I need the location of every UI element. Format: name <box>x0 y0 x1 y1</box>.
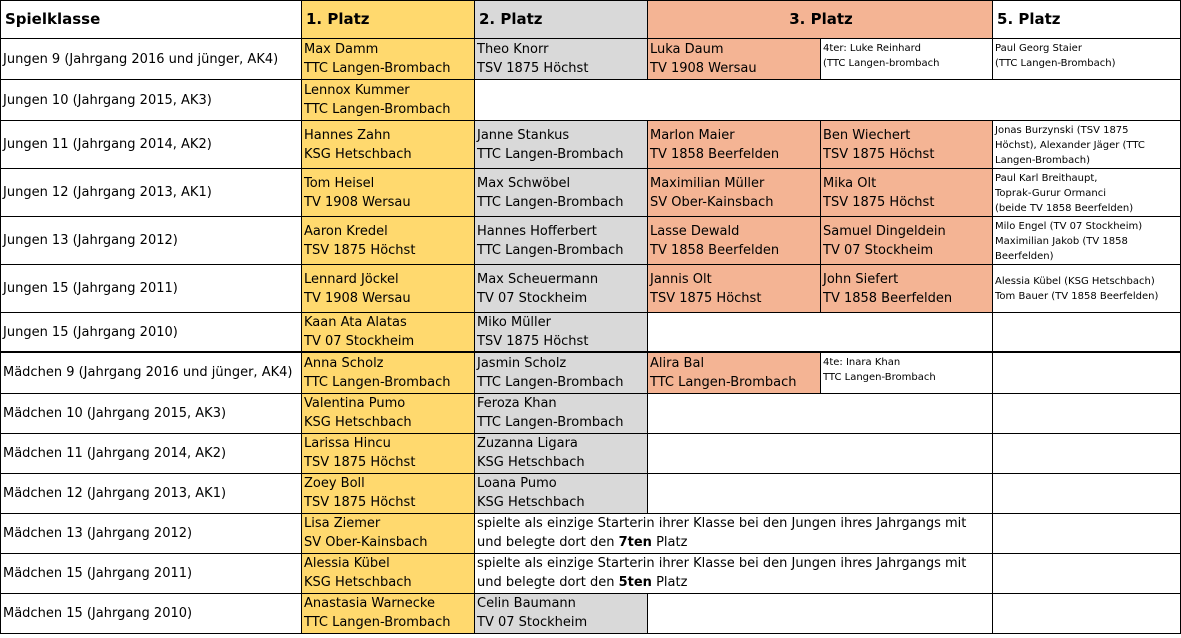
empty-cell <box>993 433 1181 473</box>
platz2-cell: Celin Baumann TV 07 Stockheim <box>475 593 648 633</box>
empty-cell <box>475 80 1181 121</box>
platz4-cell: 4te: Inara Khan TTC Langen-Brombach <box>821 352 993 393</box>
header-platz3: 3. Platz <box>648 1 993 39</box>
empty-cell <box>648 433 993 473</box>
platz1-cell: Aaron Kredel TSV 1875 Höchst <box>302 217 475 265</box>
platz1-cell: Lisa Ziemer SV Ober-Kainsbach <box>302 513 475 553</box>
platz1-cell: Lennox Kummer TTC Langen-Brombach <box>302 80 475 121</box>
klasse-cell: Mädchen 15 (Jahrgang 2010) <box>1 593 302 633</box>
table-row <box>1 265 1181 313</box>
empty-cell <box>648 593 993 633</box>
note-cell: spielte als einzige Starterin ihrer Klasse bei den Jungen ihres Jahrgangs mit und belegte dort den 7ten Platz <box>475 513 993 553</box>
table-row <box>1 169 1181 217</box>
klasse-cell: Jungen 15 (Jahrgang 2010) <box>1 313 302 353</box>
empty-cell <box>993 393 1181 433</box>
table-row <box>1 553 1181 593</box>
klasse-cell: Mädchen 13 (Jahrgang 2012) <box>1 513 302 553</box>
platz3a-cell: Alira Bal TTC Langen-Brombach <box>648 352 821 393</box>
table-row <box>1 473 1181 513</box>
header-platz2: 2. Platz <box>475 1 648 39</box>
platz3a-cell: Marlon Maier TV 1858 Beerfelden <box>648 121 821 169</box>
klasse-cell: Jungen 11 (Jahrgang 2014, AK2) <box>1 121 302 169</box>
platz1-cell: Anastasia Warnecke TTC Langen-Brombach <box>302 593 475 633</box>
table-row <box>1 80 1181 121</box>
klasse-cell: Jungen 13 (Jahrgang 2012) <box>1 217 302 265</box>
platz3b-cell: Samuel Dingeldein TV 07 Stockheim <box>821 217 993 265</box>
platz4-cell: 4ter: Luke Reinhard (TTC Langen-brombach <box>821 39 993 80</box>
platz1-cell: Zoey Boll TSV 1875 Höchst <box>302 473 475 513</box>
empty-cell <box>993 513 1181 553</box>
platz1-cell: Lennard Jöckel TV 1908 Wersau <box>302 265 475 313</box>
platz3b-cell: Mika Olt TSV 1875 Höchst <box>821 169 993 217</box>
platz3b-cell: Ben Wiechert TSV 1875 Höchst <box>821 121 993 169</box>
platz2-cell: Max Schwöbel TTC Langen-Brombach <box>475 169 648 217</box>
platz2-cell: Feroza Khan TTC Langen-Brombach <box>475 393 648 433</box>
klasse-cell: Mädchen 10 (Jahrgang 2015, AK3) <box>1 393 302 433</box>
empty-cell <box>648 473 993 513</box>
platz5-cell: Alessia Kübel (KSG Hetschbach) Tom Bauer (TV 1858 Beerfelden) <box>993 265 1181 313</box>
empty-cell <box>993 313 1181 353</box>
table-row <box>1 313 1181 353</box>
platz1-cell: Hannes Zahn KSG Hetschbach <box>302 121 475 169</box>
klasse-cell: Jungen 15 (Jahrgang 2011) <box>1 265 302 313</box>
note-cell: spielte als einzige Starterin ihrer Klasse bei den Jungen ihres Jahrgangs mit und belegte dort den 5ten Platz <box>475 553 993 593</box>
platz1-cell: Alessia Kübel KSG Hetschbach <box>302 553 475 593</box>
table-row <box>1 217 1181 265</box>
empty-cell <box>993 593 1181 633</box>
platz3a-cell: Lasse Dewald TV 1858 Beerfelden <box>648 217 821 265</box>
header-platz5: 5. Platz <box>993 1 1181 39</box>
table-row <box>1 39 1181 80</box>
empty-cell <box>993 553 1181 593</box>
platz2-cell: Hannes Hofferbert TTC Langen-Brombach <box>475 217 648 265</box>
platz1-cell: Tom Heisel TV 1908 Wersau <box>302 169 475 217</box>
klasse-cell: Jungen 12 (Jahrgang 2013, AK1) <box>1 169 302 217</box>
platz1-cell: Larissa Hincu TSV 1875 Höchst <box>302 433 475 473</box>
klasse-cell: Mädchen 15 (Jahrgang 2011) <box>1 553 302 593</box>
header-row <box>1 1 1181 39</box>
platz5-cell: Paul Karl Breithaupt, Toprak-Gurur Ormanci (beide TV 1858 Beerfelden) <box>993 169 1181 217</box>
platz5-cell: Jonas Burzynski (TSV 1875 Höchst), Alexander Jäger (TTC Langen-Brombach) <box>993 121 1181 169</box>
platz2-cell: Jasmin Scholz TTC Langen-Brombach <box>475 352 648 393</box>
platz3b-cell: John Siefert TV 1858 Beerfelden <box>821 265 993 313</box>
platz2-cell: Theo Knorr TSV 1875 Höchst <box>475 39 648 80</box>
platz3a-cell: Maximilian Müller SV Ober-Kainsbach <box>648 169 821 217</box>
klasse-cell: Jungen 9 (Jahrgang 2016 und jünger, AK4) <box>1 39 302 80</box>
empty-cell <box>993 352 1181 393</box>
table-row <box>1 593 1181 633</box>
platz2-cell: Loana Pumo KSG Hetschbach <box>475 473 648 513</box>
platz1-cell: Kaan Ata Alatas TV 07 Stockheim <box>302 313 475 353</box>
platz1-cell: Anna Scholz TTC Langen-Brombach <box>302 352 475 393</box>
platz1-cell: Max Damm TTC Langen-Brombach <box>302 39 475 80</box>
header-platz1: 1. Platz <box>302 1 475 39</box>
table-row <box>1 513 1181 553</box>
platz3a-cell: Jannis Olt TSV 1875 Höchst <box>648 265 821 313</box>
platz5-cell: Paul Georg Staier (TTC Langen-Brombach) <box>993 39 1181 80</box>
table-row <box>1 393 1181 433</box>
platz3a-cell: Luka Daum TV 1908 Wersau <box>648 39 821 80</box>
table-row <box>1 352 1181 393</box>
table-row <box>1 121 1181 169</box>
platz1-cell: Valentina Pumo KSG Hetschbach <box>302 393 475 433</box>
platz2-cell: Miko Müller TSV 1875 Höchst <box>475 313 648 353</box>
table-row <box>1 433 1181 473</box>
empty-cell <box>648 313 993 353</box>
klasse-cell: Mädchen 9 (Jahrgang 2016 und jünger, AK4) <box>1 352 302 393</box>
empty-cell <box>648 393 993 433</box>
klasse-cell: Mädchen 11 (Jahrgang 2014, AK2) <box>1 433 302 473</box>
empty-cell <box>993 473 1181 513</box>
klasse-cell: Jungen 10 (Jahrgang 2015, AK3) <box>1 80 302 121</box>
platz5-cell: Milo Engel (TV 07 Stockheim) Maximilian Jakob (TV 1858 Beerfelden) <box>993 217 1181 265</box>
header-spielklasse: Spielklasse <box>1 1 302 39</box>
platz2-cell: Zuzanna Ligara KSG Hetschbach <box>475 433 648 473</box>
platz2-cell: Max Scheuermann TV 07 Stockheim <box>475 265 648 313</box>
klasse-cell: Mädchen 12 (Jahrgang 2013, AK1) <box>1 473 302 513</box>
platz2-cell: Janne Stankus TTC Langen-Brombach <box>475 121 648 169</box>
